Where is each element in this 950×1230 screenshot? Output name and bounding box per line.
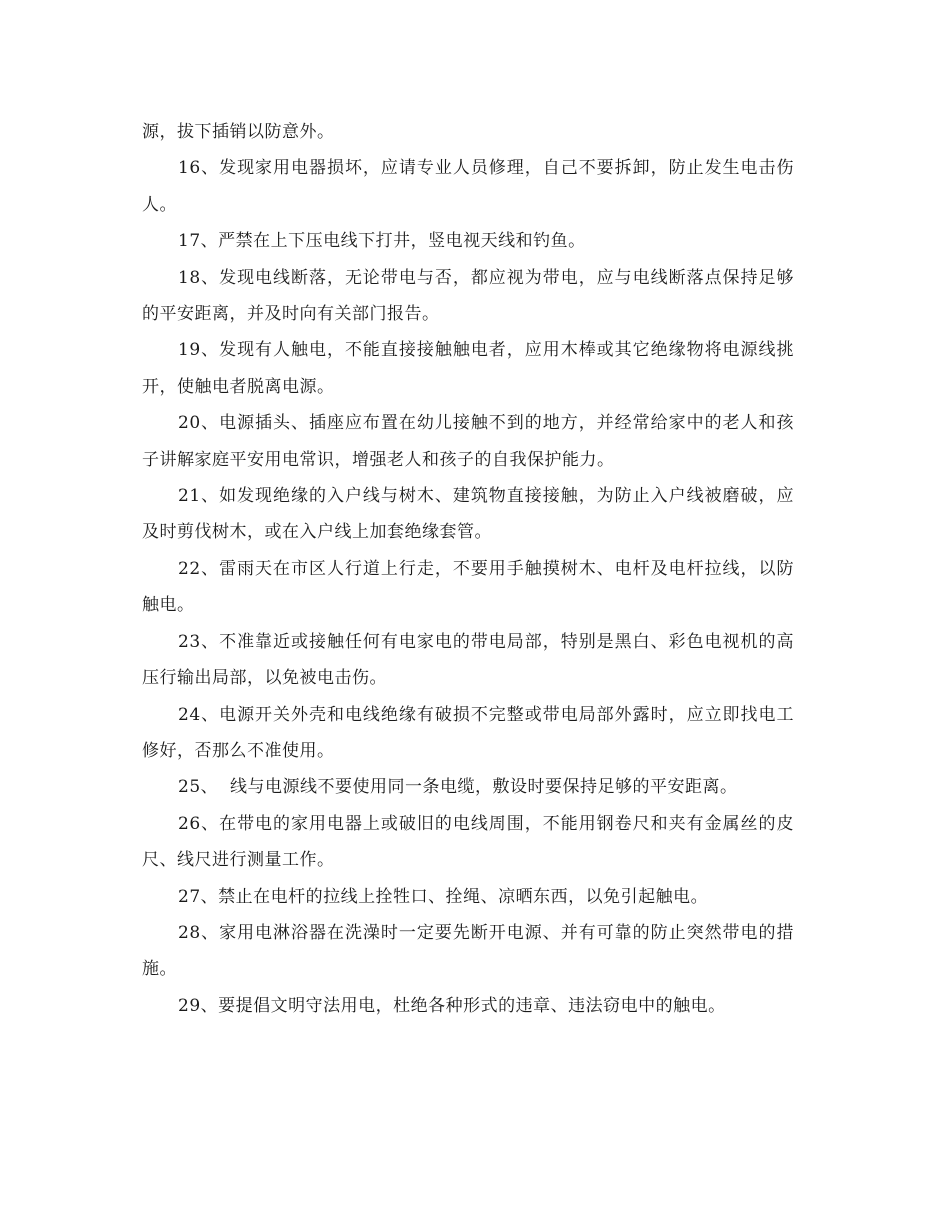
paragraph-item-20: 20、电源插头、插座应布置在幼儿接触不到的地方，并经常给家中的老人和孩子讲解家庭平安用电常识，增强老人和孩子的自我保护能力。 [142,413,794,470]
paragraph-item-17: 17、严禁在上下压电线下打井，竖电视天线和钓鱼。 [178,231,586,252]
paragraph-item-26: 26、在带电的家用电器上或破旧的电线周围，不能用钢卷尺和夹有金属丝的皮尺、线尺进行测量工作。 [142,813,794,871]
document-body [142,114,794,1024]
paragraph-continuation: 源，拔下插销以防意外。 [142,122,335,142]
paragraph-item-23: 23、不准靠近或接触任何有电家电的带电局部，特别是黑白、彩色电视机的高压行输出局部，以免被电击伤。 [142,631,794,689]
paragraph-item-21: 21、如发现绝缘的入户线与树木、建筑物直接接触，为防止入户线被磨破，应及时剪伐树木，或在入户线上加套绝缘套管。 [142,486,794,543]
paragraph-item-27: 27、禁止在电杆的拉线上拴牲口、拴绳、凉晒东西，以免引起触电。 [178,886,709,907]
paragraph-item-25: 25、 线与电源线不要使用同一条电缆，敷设时要保持足够的平安距离。 [178,777,738,798]
paragraph-item-22: 22、雷雨天在市区人行道上行走，不要用手触摸树木、电杆及电杆拉线，以防触电。 [142,558,794,616]
paragraph-item-19: 19、发现有人触电，不能直接接触触电者，应用木棒或其它绝缘物将电源线挑开，使触电者脱离电源。 [142,340,794,397]
paragraph-item-24: 24、电源开关外壳和电线绝缘有破损不完整或带电局部外露时，应立即找电工修好，否那么不准使用。 [142,704,794,761]
paragraph-item-28: 28、家用电淋浴器在洗澡时一定要先断开电源、并有可靠的防止突然带电的措施。 [142,922,794,980]
paragraph-item-16: 16、发现家用电器损坏，应请专业人员修理，自己不要拆卸，防止发生电击伤人。 [142,158,794,215]
paragraph-item-18: 18、发现电线断落，无论带电与否，都应视为带电，应与电线断落点保持足够的平安距离，并及时向有关部门报告。 [142,267,794,325]
paragraph-item-29: 29、要提倡文明守法用电，杜绝各种形式的违章、违法窃电中的触电。 [178,995,726,1016]
